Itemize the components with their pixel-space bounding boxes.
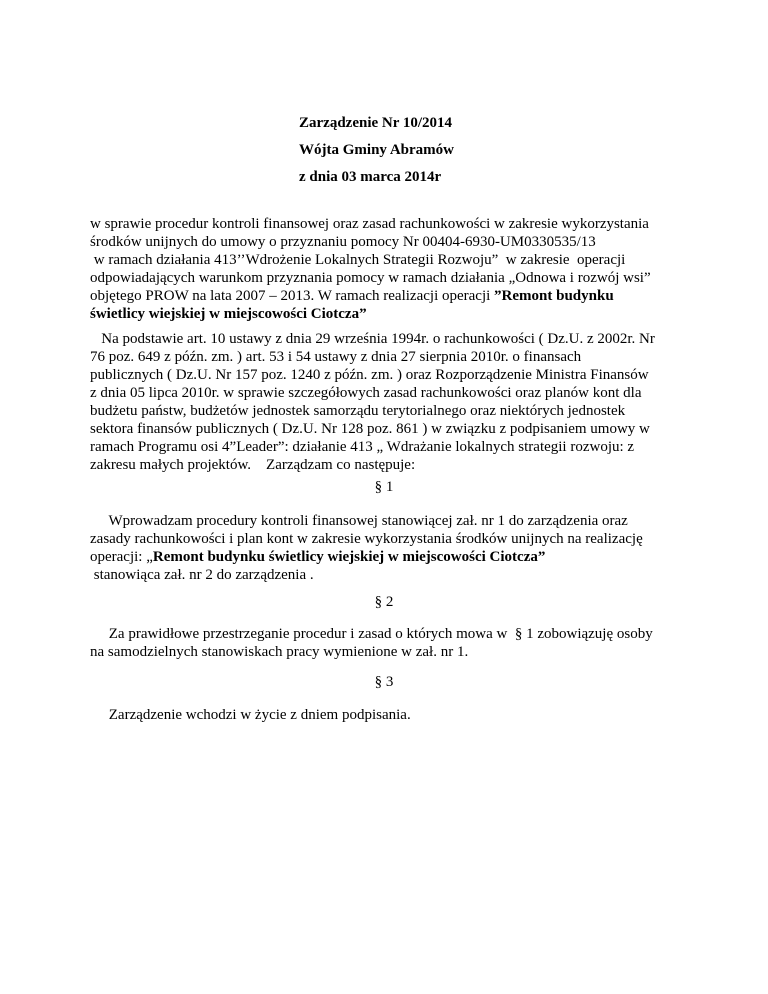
text-line: Na podstawie art. 10 ustawy z dnia 29 września 1994r. o rachunkowości ( Dz.U. z 2002r. Nr [90, 331, 655, 347]
text-line: publicznych ( Dz.U. Nr 157 poz. 1240 z późn. zm. ) oraz Rozporządzenie Ministra Finansów [90, 367, 649, 383]
text-line: ramach Programu osi 4”Leader”: działanie 413 „ Wdrażanie lokalnych strategii rozwoju: z [90, 439, 635, 455]
ordinance-date: z dnia 03 marca 2014r [299, 169, 442, 185]
subject-paragraph [90, 215, 690, 323]
text-span: operacji: „ [90, 549, 153, 565]
section-3-sign: § 3 [374, 674, 394, 690]
text-line: 76 poz. 649 z późn. zm. ) art. 53 i 54 ustawy z dnia 27 sierpnia 2010r. o finansach [90, 349, 582, 365]
section-1-sign: § 1 [374, 479, 394, 495]
text-line [90, 548, 690, 566]
text-line: środków unijnych do umowy o przyznaniu pomocy Nr 00404-6930-UM0330535/13 [90, 234, 596, 250]
ordinance-issuer: Wójta Gminy Abramów [299, 142, 454, 158]
text-line: z dnia 05 lipca 2010r. w sprawie szczegółowych zasad rachunkowości oraz planów kont dla [90, 385, 642, 401]
text-line: w ramach działania 413’’Wdrożenie Lokalnych Strategii Rozwoju” w zakresie operacji [90, 252, 626, 268]
text-line [90, 287, 690, 305]
text-line: odpowiadających warunkom przyznania pomocy w ramach działania „Odnowa i rozwój wsi” [90, 270, 651, 286]
operation-title-bold: świetlicy wiejskiej w miejscowości Ciotcza” [90, 306, 367, 322]
text-span: objętego PROW na lata 2007 – 2013. W ramach realizacji operacji [90, 288, 495, 304]
operation-title-bold: Remont budynku świetlicy wiejskiej w miejscowości Ciotcza” [152, 549, 546, 565]
text-line: stanowiąca zał. nr 2 do zarządzenia . [90, 567, 314, 583]
text-line: w sprawie procedur kontroli finansowej oraz zasad rachunkowości w zakresie wykorzystania [90, 216, 649, 232]
section-3-paragraph [90, 706, 690, 724]
section-1-paragraph [90, 512, 690, 584]
section-2-sign: § 2 [374, 594, 394, 610]
legal-basis-paragraph [90, 330, 690, 474]
text-line: na samodzielnych stanowiskach pracy wymienione w zał. nr 1. [90, 644, 469, 660]
ordinance-number: Zarządzenie Nr 10/2014 [299, 115, 453, 131]
operation-title-bold: ”Remont budynku [494, 288, 614, 304]
text-line: Wprowadzam procedury kontroli finansowej stanowiącej zał. nr 1 do zarządzenia oraz [90, 513, 628, 529]
text-line: zasady rachunkowości i plan kont w zakresie wykorzystania środków unijnych na realizację [90, 531, 643, 547]
text-line: Zarządzenie wchodzi w życie z dniem podpisania. [90, 707, 411, 723]
text-line: Za prawidłowe przestrzeganie procedur i zasad o których mowa w § 1 zobowiązuję osoby [90, 626, 653, 642]
section-2-paragraph [90, 625, 690, 661]
text-line: budżetu państw, budżetów jednostek samorządu terytorialnego oraz niektórych jednostek [90, 403, 626, 419]
document-header [299, 110, 454, 191]
text-line: zakresu małych projektów. Zarządzam co następuje: [90, 457, 416, 473]
text-line: sektora finansów publicznych ( Dz.U. Nr 128 poz. 861 ) w związku z podpisaniem umowy w [90, 421, 650, 437]
